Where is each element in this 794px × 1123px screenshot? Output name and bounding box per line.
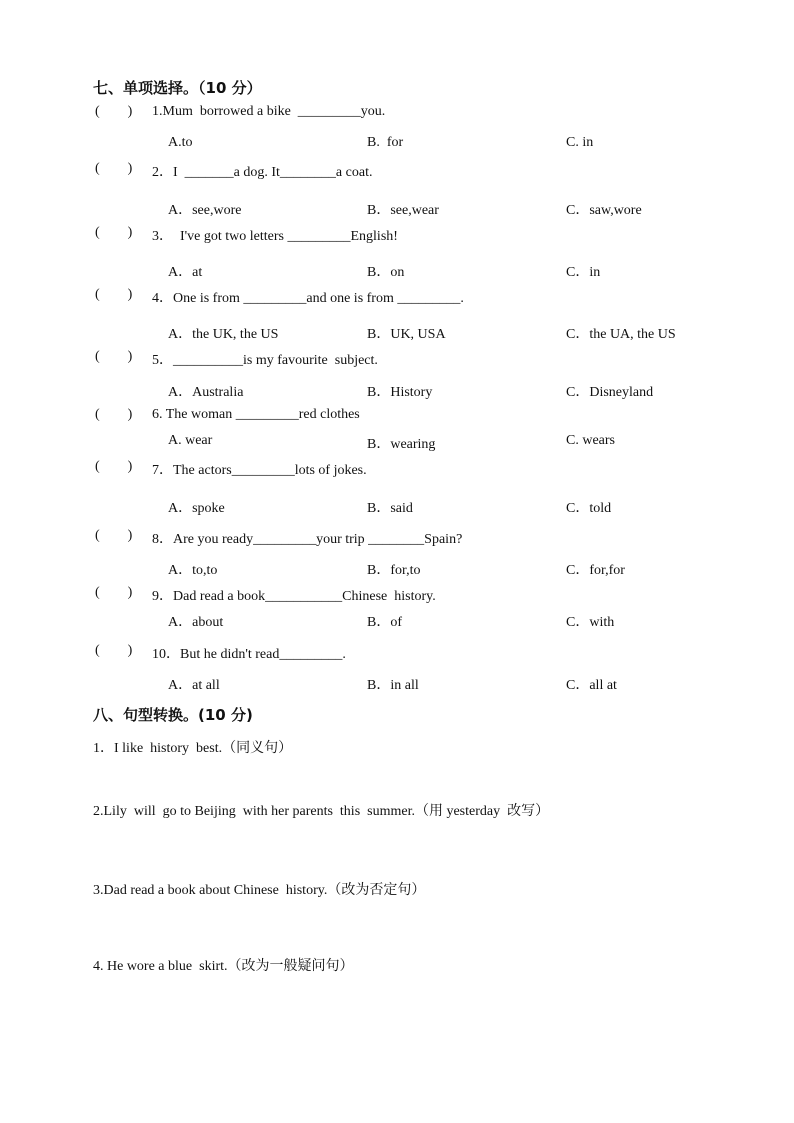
question-10-option-a[interactable]: A．at all: [168, 678, 220, 693]
answer-blank-5[interactable]: ( ): [95, 349, 133, 364]
question-4-option-c[interactable]: C．the UA, the US: [566, 327, 676, 342]
section-7-heading: 七、单项选择。（10 分）: [93, 79, 262, 97]
question-1-option-c[interactable]: C. in: [566, 135, 594, 150]
question-2-option-b[interactable]: B．see,wear: [367, 203, 439, 218]
question-5-option-b[interactable]: B．History: [367, 385, 433, 400]
question-5-option-a[interactable]: A．Australia: [168, 385, 244, 400]
question-5-option-c[interactable]: C．Disneyland: [566, 385, 654, 400]
question-8-option-c[interactable]: C．for,for: [566, 563, 625, 578]
question-6-option-b[interactable]: B．wearing: [367, 437, 436, 452]
question-10-text: 10．But he didn't read_________.: [152, 647, 346, 662]
transformation-item-1: 1．I like history best.（同义句）: [93, 741, 293, 756]
question-3-option-c[interactable]: C．in: [566, 265, 601, 280]
answer-blank-7[interactable]: ( ): [95, 459, 133, 474]
question-1-text: 1.Mum borrowed a bike _________you.: [152, 104, 386, 119]
question-3-text: 3． I've got two letters _________English!: [152, 229, 398, 244]
answer-blank-6[interactable]: ( ): [95, 407, 133, 422]
question-2-option-a[interactable]: A．see,wore: [168, 203, 242, 218]
question-10-option-b[interactable]: B．in all: [367, 678, 419, 693]
question-9-option-a[interactable]: A．about: [168, 615, 224, 630]
question-3-option-b[interactable]: B．on: [367, 265, 405, 280]
question-9-text: 9．Dad read a book___________Chinese history.: [152, 589, 436, 604]
question-6-option-c[interactable]: C. wears: [566, 433, 615, 448]
answer-blank-4[interactable]: ( ): [95, 287, 133, 302]
question-4-option-a[interactable]: A．the UK, the US: [168, 327, 279, 342]
question-3-option-a[interactable]: A．at: [168, 265, 203, 280]
answer-blank-3[interactable]: ( ): [95, 225, 133, 240]
answer-blank-10[interactable]: ( ): [95, 643, 133, 658]
question-4-text: 4．One is from _________and one is from _________.: [152, 291, 464, 306]
answer-blank-8[interactable]: ( ): [95, 528, 133, 543]
question-8-option-b[interactable]: B．for,to: [367, 563, 421, 578]
question-9-option-c[interactable]: C．with: [566, 615, 615, 630]
section-8-heading: 八、句型转换。(10 分): [93, 706, 253, 724]
answer-blank-2[interactable]: ( ): [95, 161, 133, 176]
answer-blank-9[interactable]: ( ): [95, 585, 133, 600]
question-10-option-c[interactable]: C．all at: [566, 678, 617, 693]
question-7-option-b[interactable]: B．said: [367, 501, 413, 516]
question-7-text: 7．The actors_________lots of jokes.: [152, 463, 367, 478]
question-2-text: 2．I _______a dog. It________a coat.: [152, 165, 373, 180]
question-6-text: 6. The woman _________red clothes: [152, 407, 360, 422]
transformation-item-3: 3.Dad read a book about Chinese history.（改为否定句）: [93, 883, 426, 898]
question-7-option-a[interactable]: A．spoke: [168, 501, 225, 516]
question-4-option-b[interactable]: B．UK, USA: [367, 327, 446, 342]
question-7-option-c[interactable]: C．told: [566, 501, 612, 516]
question-1-option-b[interactable]: B. for: [367, 135, 404, 150]
transformation-item-2: 2.Lily will go to Beijing with her parents this summer.（用 yesterday 改写）: [93, 804, 550, 819]
question-1-option-a[interactable]: A.to: [168, 135, 193, 150]
question-6-option-a[interactable]: A. wear: [168, 433, 213, 448]
question-8-text: 8．Are you ready_________your trip ________Spain?: [152, 532, 463, 547]
question-8-option-a[interactable]: A．to,to: [168, 563, 218, 578]
question-9-option-b[interactable]: B．of: [367, 615, 402, 630]
question-5-text: 5．__________is my favourite subject.: [152, 353, 378, 368]
transformation-item-4: 4. He wore a blue skirt.（改为一般疑问句）: [93, 959, 354, 974]
answer-blank-1[interactable]: ( ): [95, 104, 133, 119]
question-2-option-c[interactable]: C．saw,wore: [566, 203, 642, 218]
